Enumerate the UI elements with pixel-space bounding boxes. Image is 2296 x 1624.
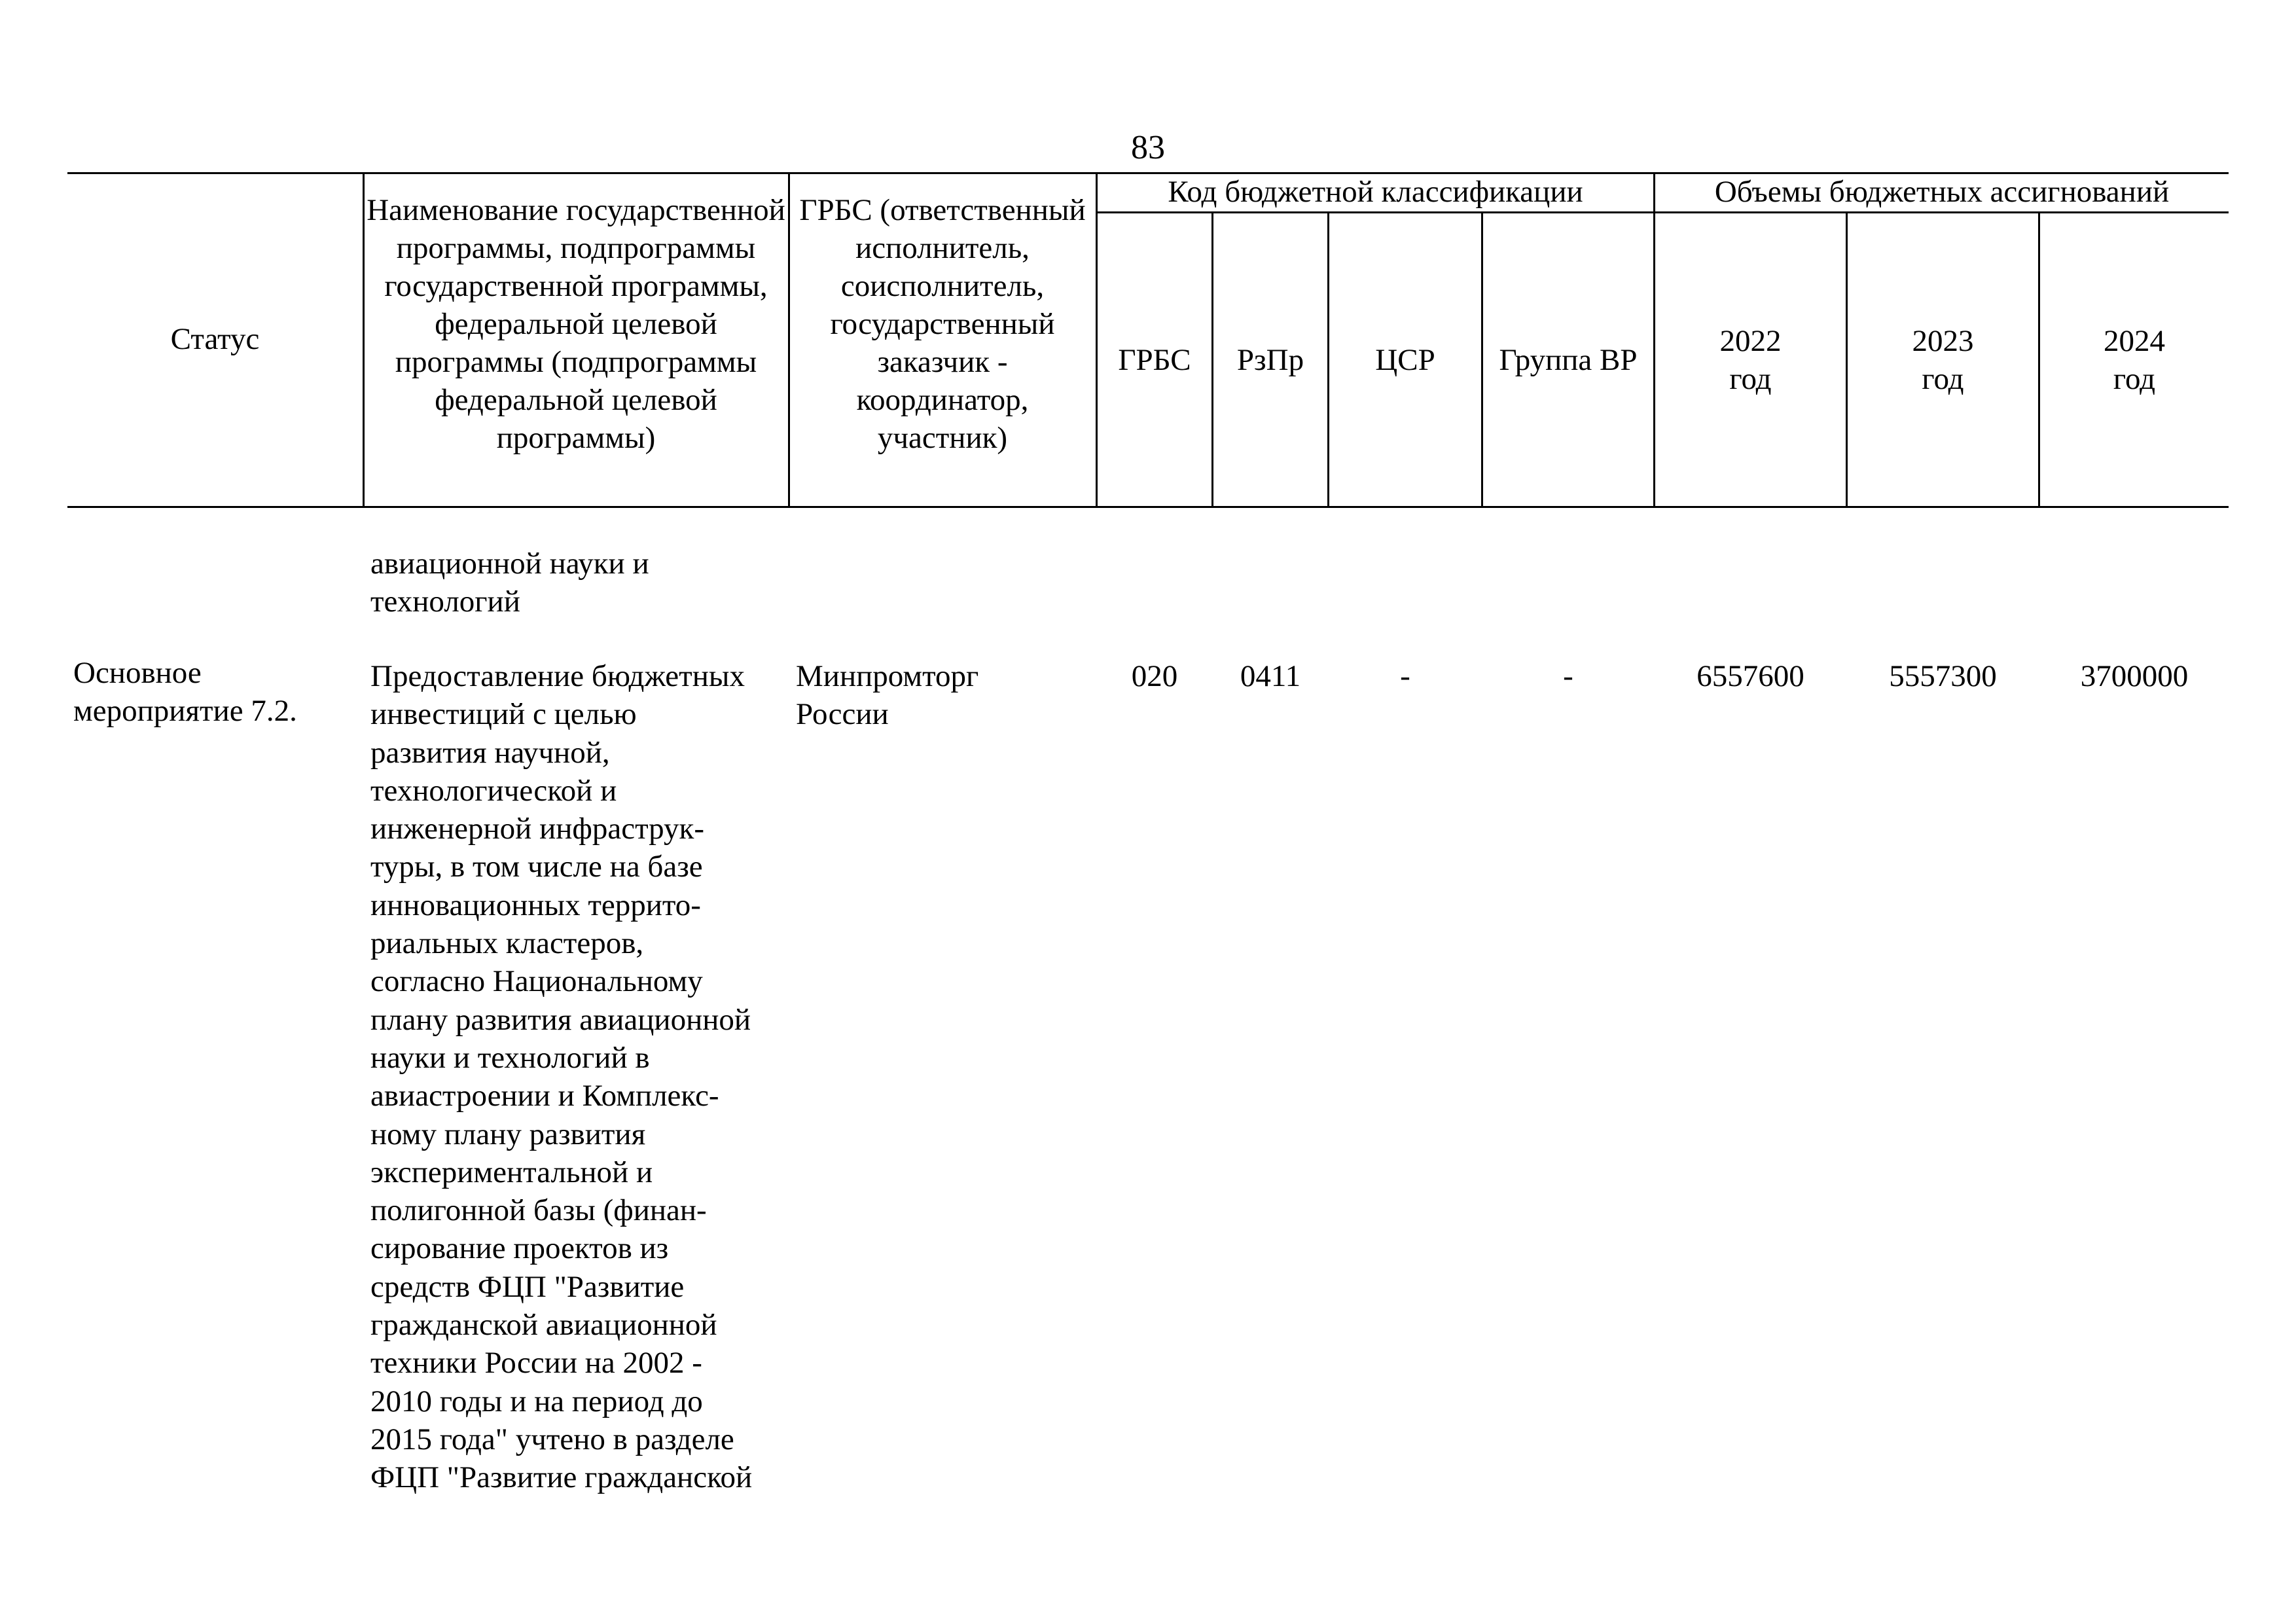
column-divider	[363, 172, 365, 508]
header-budget-csr	[1329, 213, 1481, 506]
header-budget-code-group	[1098, 172, 1653, 211]
row-vr-code: -	[1563, 659, 1573, 693]
header-bottom-rule	[67, 506, 2229, 508]
header-year-2024	[2040, 213, 2229, 506]
header-budget-code-group-text: Код бюджетной классификации	[1168, 175, 1583, 209]
row-grbs-code: 020	[1131, 659, 1178, 693]
header-year-2024-text: 2024 год	[2104, 323, 2165, 396]
header-status	[67, 172, 363, 506]
header-year-2023-text: 2023 год	[1912, 323, 1974, 396]
row-csr-code: -	[1400, 659, 1410, 693]
header-program-name: Наименование государственной программы, подпрограммы государственной программы, федеральной целевой программы (подпрограммы федеральной целевой программы)	[367, 193, 785, 455]
header-grbs-responsible: ГРБС (ответственный исполнитель, соисполнитель, государственный заказчик - координатор, участник)	[799, 193, 1086, 455]
header-year-2023	[1848, 213, 2038, 506]
row-grbs-responsible: Минпромторг России	[796, 659, 979, 732]
header-budget-rzpr	[1213, 213, 1327, 506]
row-amount-2024: 3700000	[2080, 659, 2189, 693]
row-amount-2022: 6557600	[1696, 659, 1804, 693]
header-budget-vr	[1483, 213, 1653, 506]
header-year-2022-text: 2022 год	[1719, 323, 1782, 396]
column-divider	[788, 172, 790, 508]
header-status-text: Статус	[170, 322, 260, 356]
header-year-2022	[1655, 213, 1846, 506]
row-rzpr-code: 0411	[1240, 659, 1301, 693]
header-allocations-group-text: Объемы бюджетных ассигнований	[1714, 175, 2170, 209]
row-program-name: Предоставление бюджетных инвестиций с целью развития научной, технологической и инженерной инфраструк- туры, в том числе на базе инновационных террито- риальных кластеров, согласно Национальному плану развития авиационной науки и технологий в авиастроении и Комплекс- ному плану развития экспериментальной и полигонной базы (финан- сирование проектов из средств ФЦП "Развитие гражданской авиационной техники России на 2002 - 2010 годы и на период до 2015 года" учтено в разделе ФЦП "Развитие гражданской	[370, 659, 753, 1495]
page-number: 83	[1131, 129, 1165, 166]
row-amount-2023: 5557300	[1889, 659, 1997, 693]
header-budget-grbs	[1098, 213, 1211, 506]
header-budget-vr-text: Группа ВР	[1499, 342, 1638, 377]
row-status: Основное мероприятие 7.2.	[73, 656, 297, 729]
header-budget-grbs-text: ГРБС	[1118, 342, 1191, 377]
continuation-text: авиационной науки и технологий	[370, 547, 649, 619]
header-budget-csr-text: ЦСР	[1375, 342, 1435, 377]
header-allocations-group	[1655, 172, 2229, 211]
header-budget-rzpr-text: РзПр	[1236, 342, 1304, 377]
